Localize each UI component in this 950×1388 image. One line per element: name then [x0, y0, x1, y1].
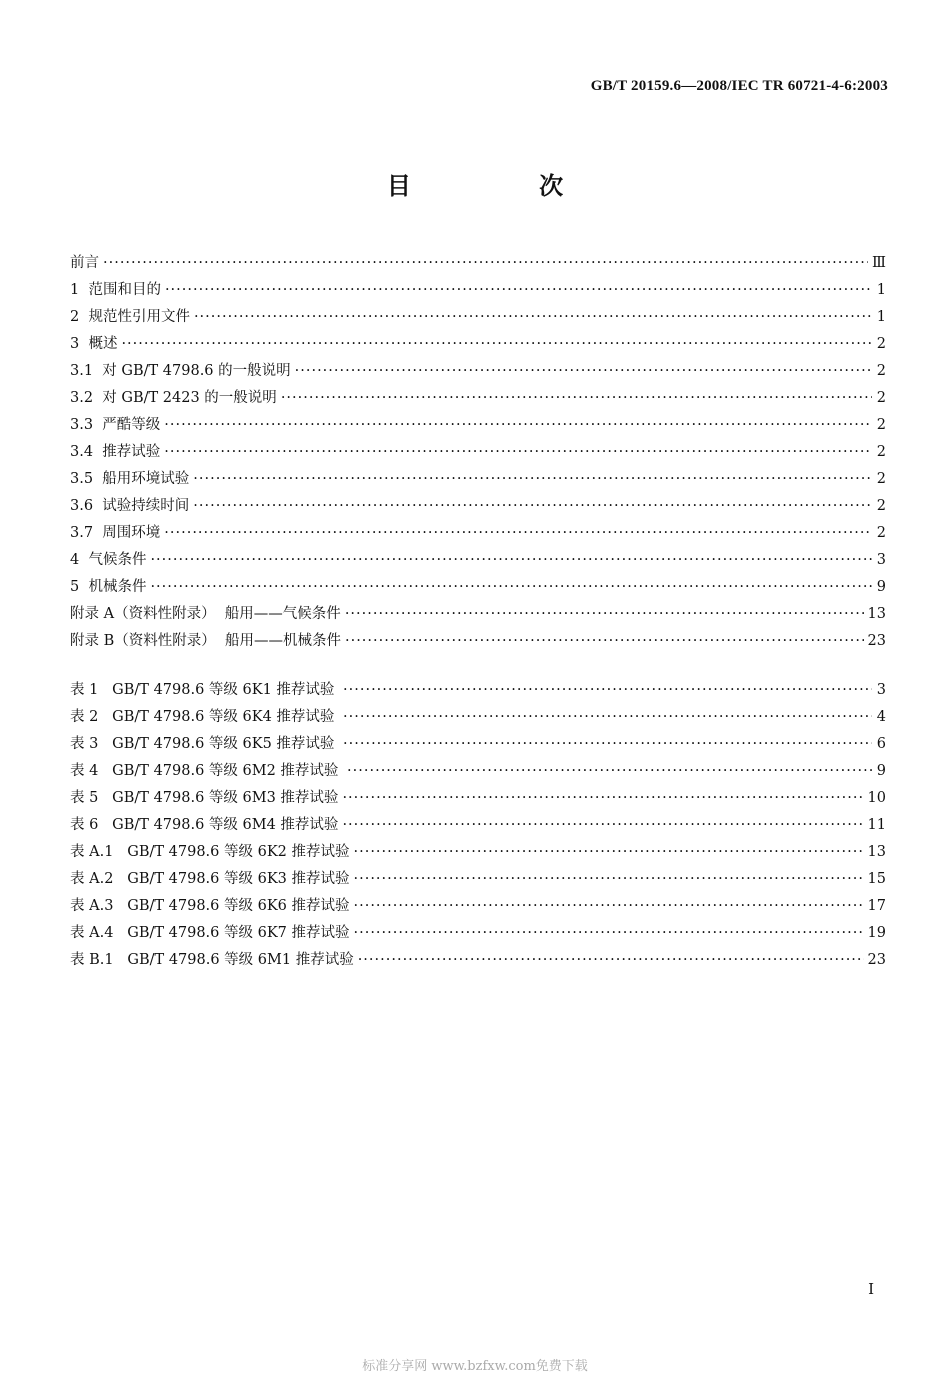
list-of-tables [70, 677, 886, 974]
dot-leader [354, 920, 864, 947]
toc-entry[interactable] [70, 628, 886, 655]
toc-entry-page: 2 [876, 498, 886, 514]
dot-leader [343, 731, 872, 758]
toc-entry-page: 2 [876, 471, 886, 487]
toc-entry[interactable] [70, 920, 886, 947]
toc-entry-label: 表 A.1 GB/T 4798.6 等级 6K2 推荐试验 [70, 844, 350, 860]
toc-entry-label: 3.7 周围环境 [70, 525, 161, 541]
standard-number-header: GB/T 20159.6—2008/IEC TR 60721-4-6:2003 [590, 78, 888, 94]
toc-entry[interactable] [70, 304, 886, 331]
dot-leader [342, 785, 863, 812]
dot-leader [345, 628, 864, 655]
toc-entry-page: 11 [867, 817, 886, 833]
watermark: 标准分享网 www.bzfxw.com免费下载 [362, 1359, 588, 1374]
dot-leader [103, 250, 868, 277]
toc-entry[interactable] [70, 731, 886, 758]
toc-entry-page: 6 [876, 736, 886, 752]
dot-leader [354, 866, 864, 893]
dot-leader [150, 547, 872, 574]
toc-entry[interactable] [70, 677, 886, 704]
toc-entry[interactable] [70, 277, 886, 304]
toc-entry[interactable] [70, 574, 886, 601]
toc-entry[interactable] [70, 839, 886, 866]
toc-entry-page: 13 [867, 606, 886, 622]
toc-entry-label: 3.3 严酷等级 [70, 417, 161, 433]
toc-entry-label: 3.5 船用环境试验 [70, 471, 190, 487]
dot-leader [354, 893, 864, 920]
dot-leader [358, 947, 864, 974]
toc-entry[interactable] [70, 439, 886, 466]
toc-entry-page: 1 [876, 282, 886, 298]
toc-entry-label: 2 规范性引用文件 [70, 309, 190, 325]
toc-entry[interactable] [70, 704, 886, 731]
toc-entry[interactable] [70, 893, 886, 920]
toc-entry-page: 23 [867, 952, 886, 968]
toc-entry-label: 前言 [70, 255, 99, 271]
toc-entry-page: 23 [867, 633, 886, 649]
toc-entry-label: 表 6 GB/T 4798.6 等级 6M4 推荐试验 [70, 817, 339, 833]
toc-entry-label: 3.2 对 GB/T 2423 的一般说明 [70, 390, 277, 406]
toc-entry-page: 19 [867, 925, 886, 941]
toc-entry-page: 2 [876, 525, 886, 541]
toc-entry-label: 5 机械条件 [70, 579, 147, 595]
toc-entry-page: 2 [876, 390, 886, 406]
toc-entry[interactable] [70, 947, 886, 974]
toc-entry-label: 1 范围和目的 [70, 282, 161, 298]
dot-leader [343, 704, 872, 731]
toc-entry-page: 9 [876, 579, 886, 595]
dot-leader [193, 466, 872, 493]
toc-entry-page: 9 [876, 763, 886, 779]
toc-entry-page: 1 [876, 309, 886, 325]
toc-entry-page: Ⅲ [872, 255, 886, 271]
table-of-contents [70, 250, 886, 655]
toc-entry-label: 3 概述 [70, 336, 118, 352]
dot-leader [164, 520, 872, 547]
toc-entry-label: 表 B.1 GB/T 4798.6 等级 6M1 推荐试验 [70, 952, 354, 968]
page-number: I [868, 1280, 874, 1298]
dot-leader [194, 304, 872, 331]
dot-leader [354, 839, 864, 866]
toc-entry[interactable] [70, 358, 886, 385]
dot-leader [193, 493, 872, 520]
toc-entry[interactable] [70, 547, 886, 574]
toc-entry[interactable] [70, 331, 886, 358]
toc-entry-page: 15 [867, 871, 886, 887]
toc-entry[interactable] [70, 758, 886, 785]
toc-entry[interactable] [70, 812, 886, 839]
toc-entry-page: 2 [876, 363, 886, 379]
toc-entry-page: 3 [876, 682, 886, 698]
toc-entry-page: 2 [876, 444, 886, 460]
dot-leader [345, 601, 864, 628]
dot-leader [164, 412, 872, 439]
dot-leader [343, 677, 872, 704]
toc-entry-page: 3 [876, 552, 886, 568]
dot-leader [121, 331, 872, 358]
dot-leader [295, 358, 872, 385]
toc-entry[interactable] [70, 493, 886, 520]
toc-entry-label: 表 2 GB/T 4798.6 等级 6K4 推荐试验 [70, 709, 340, 725]
toc-entry-page: 2 [876, 336, 886, 352]
dot-leader [347, 758, 872, 785]
toc-entry-label: 表 4 GB/T 4798.6 等级 6M2 推荐试验 [70, 763, 344, 779]
dot-leader [164, 439, 872, 466]
toc-entry[interactable] [70, 250, 886, 277]
dot-leader [342, 812, 863, 839]
toc-entry-label: 3.1 对 GB/T 4798.6 的一般说明 [70, 363, 291, 379]
toc-entry-label: 附录 A（资料性附录） 船用——气候条件 [70, 606, 341, 622]
toc-entry-page: 10 [867, 790, 886, 806]
toc-entry[interactable] [70, 466, 886, 493]
toc-entry-label: 3.6 试验持续时间 [70, 498, 190, 514]
toc-entry[interactable] [70, 601, 886, 628]
dot-leader [150, 574, 872, 601]
toc-entry-label: 附录 B（资料性附录） 船用——机械条件 [70, 633, 341, 649]
toc-entry[interactable] [70, 412, 886, 439]
toc-entry[interactable] [70, 866, 886, 893]
toc-entry[interactable] [70, 785, 886, 812]
toc-entry-page: 13 [867, 844, 886, 860]
toc-entry-label: 4 气候条件 [70, 552, 147, 568]
dot-leader [281, 385, 872, 412]
toc-entry[interactable] [70, 385, 886, 412]
page-title: 目 次 [386, 172, 624, 200]
toc-entry-page: 17 [867, 898, 886, 914]
toc-entry-label: 表 A.3 GB/T 4798.6 等级 6K6 推荐试验 [70, 898, 350, 914]
toc-entry[interactable] [70, 520, 886, 547]
toc-entry-label: 表 3 GB/T 4798.6 等级 6K5 推荐试验 [70, 736, 340, 752]
toc-entry-label: 表 5 GB/T 4798.6 等级 6M3 推荐试验 [70, 790, 339, 806]
toc-entry-page: 2 [876, 417, 886, 433]
toc-entry-label: 表 A.2 GB/T 4798.6 等级 6K3 推荐试验 [70, 871, 350, 887]
toc-entry-page: 4 [876, 709, 886, 725]
toc-entry-label: 3.4 推荐试验 [70, 444, 161, 460]
dot-leader [165, 277, 872, 304]
toc-entry-label: 表 1 GB/T 4798.6 等级 6K1 推荐试验 [70, 682, 340, 698]
toc-entry-label: 表 A.4 GB/T 4798.6 等级 6K7 推荐试验 [70, 925, 350, 941]
